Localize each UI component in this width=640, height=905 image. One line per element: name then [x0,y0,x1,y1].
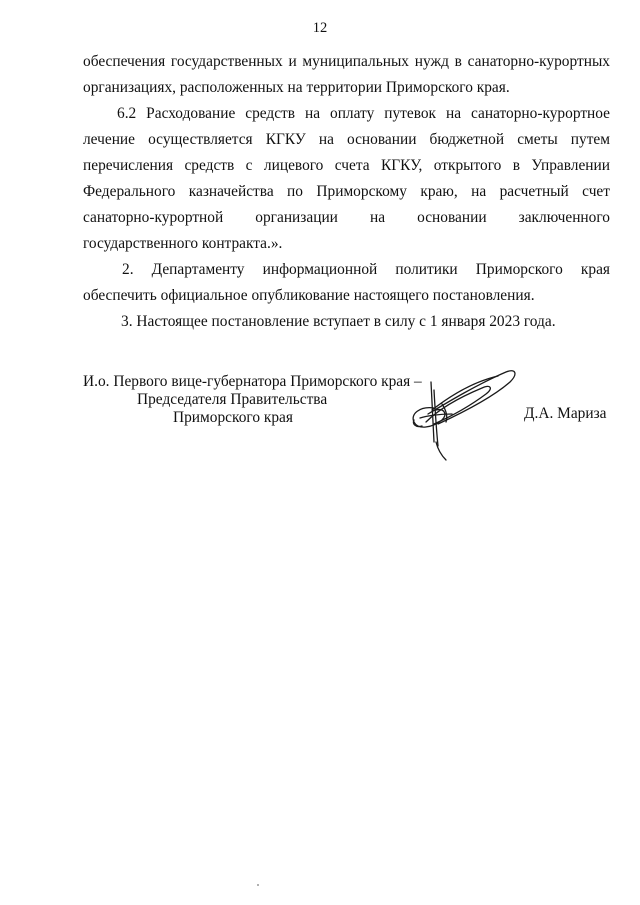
signatory-name: Д.А. Мариза [524,405,607,422]
page-number: 12 [312,20,328,36]
signatory-position-line-2: Председателя Правительства [137,391,328,408]
paragraph-3-line-1: 2. Департаменту информационной политики Приморского края [122,261,610,278]
paragraph-1-line-1: обеспечения государственных и муниципальных нужд в санаторно-курортных [83,53,610,70]
paragraph-1-line-2: организациях, расположенных на территории Приморского края. [83,79,510,96]
paragraph-2-line-3: перечисления средств с лицевого счета КГКУ, открытого в Управлении [83,157,610,174]
paragraph-2-line-6: государственного контракта.». [83,235,283,252]
paragraph-4-line-1: 3. Настоящее постановление вступает в силу с 1 января 2023 года. [121,313,556,330]
paragraph-3-line-2: обеспечить официальное опубликование настоящего постановления. [83,287,535,304]
paragraph-2-line-4: Федерального казначейства по Приморскому краю, на расчетный счет [83,183,610,200]
paragraph-2-line-5: санаторно-курортной организации на основании заключенного [83,209,610,226]
scan-speck [257,884,259,886]
paragraph-2-line-2: лечение осуществляется КГКУ на основании бюджетной сметы путем [83,131,610,148]
signatory-position-line-3: Приморского края [173,409,293,426]
signatory-position-line-1: И.о. Первого вице-губернатора Приморского края – [83,373,422,390]
handwritten-signature [398,362,520,464]
paragraph-2-line-1: 6.2 Расходование средств на оплату путевок на санаторно-курортное [117,105,610,122]
